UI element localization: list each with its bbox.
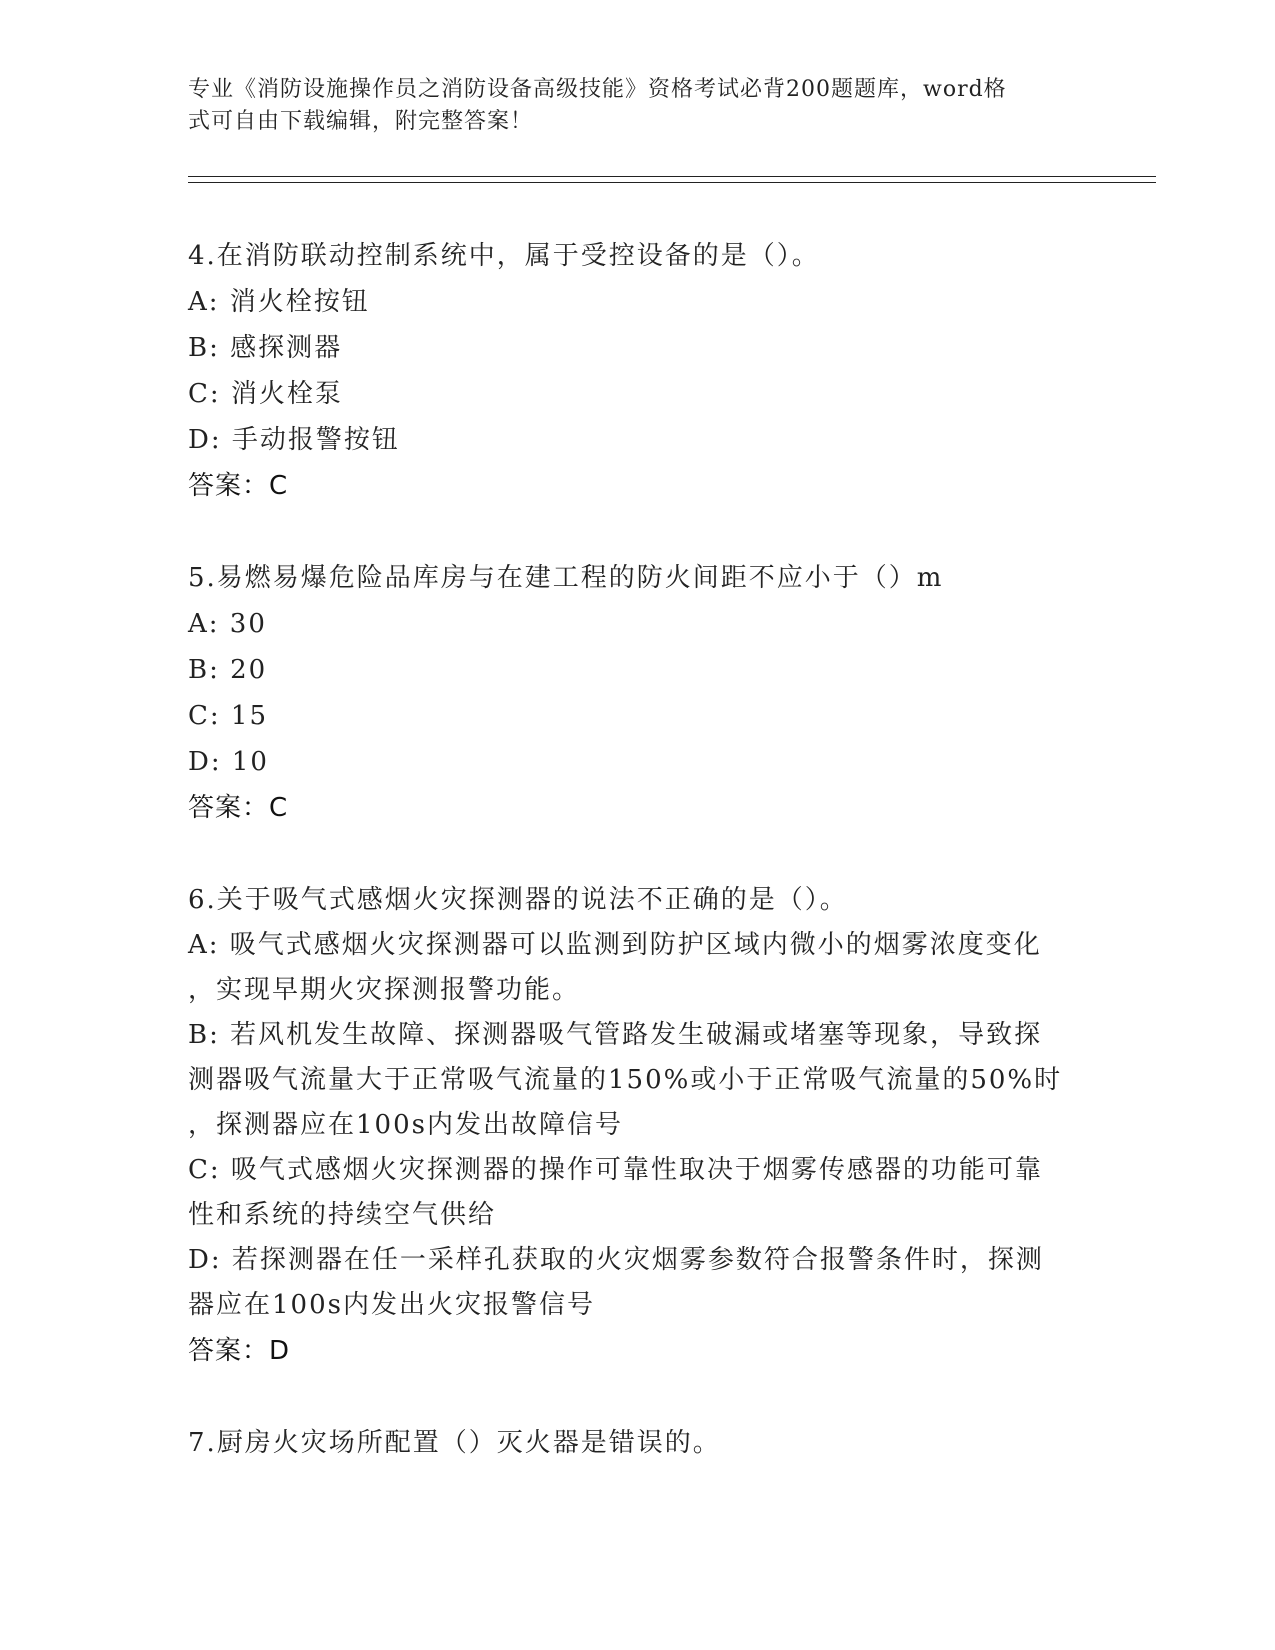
option-c: C: 吸气式感烟火灾探测器的操作可靠性取决于烟雾传感器的功能可靠 性和系统的持续空气供给 bbox=[188, 1155, 1043, 1230]
header-line-2: 式可自由下载编辑，附完整答案！ bbox=[188, 109, 534, 134]
header-line-1: 专业《消防设施操作员之消防设备高级技能》资格考试必背200题题库，word格 bbox=[188, 77, 1007, 102]
question-stem: 6.关于吸气式感烟火灾探测器的说法不正确的是（）。 bbox=[188, 885, 848, 915]
question-5 bbox=[188, 555, 1088, 831]
header-rule-bottom bbox=[188, 182, 1156, 183]
option-d: D: 10 bbox=[188, 747, 269, 777]
document-header bbox=[188, 74, 1068, 138]
option-a: A: 30 bbox=[188, 609, 267, 639]
option-b: B: 感探测器 bbox=[188, 333, 343, 363]
question-6 bbox=[188, 877, 1088, 1374]
answer: 答案：C bbox=[188, 471, 289, 501]
option-a: A: 吸气式感烟火灾探测器可以监测到防护区域内微小的烟雾浓度变化 ，实现早期火灾探测报警功能。 bbox=[188, 930, 1042, 1005]
answer: 答案：C bbox=[188, 793, 289, 823]
option-d: D: 手动报警按钮 bbox=[188, 425, 400, 455]
question-stem: 4.在消防联动控制系统中，属于受控设备的是（）。 bbox=[188, 241, 820, 271]
answer: 答案：D bbox=[188, 1336, 291, 1366]
question-list bbox=[188, 233, 1088, 1512]
option-b: B: 若风机发生故障、探测器吸气管路发生破漏或堵塞等现象，导致探 测器吸气流量大于正常吸气流量的150%或小于正常吸气流量的50%时 ，探测器应在100s内发出故障信号 bbox=[188, 1020, 1063, 1140]
question-4 bbox=[188, 233, 1088, 509]
question-stem: 7.厨房火灾场所配置（）灭火器是错误的。 bbox=[188, 1428, 721, 1458]
option-a: A: 消火栓按钮 bbox=[188, 287, 370, 317]
question-stem: 5.易燃易爆危险品库房与在建工程的防火间距不应小于（）m bbox=[188, 563, 944, 593]
option-d: D: 若探测器在任一采样孔获取的火灾烟雾参数符合报警条件时，探测 器应在100s内发出火灾报警信号 bbox=[188, 1245, 1044, 1320]
option-c: C: 消火栓泵 bbox=[188, 379, 343, 409]
option-b: B: 20 bbox=[188, 655, 268, 685]
header-rule-top bbox=[188, 176, 1156, 177]
question-7 bbox=[188, 1420, 1088, 1466]
option-c: C: 15 bbox=[188, 701, 269, 731]
